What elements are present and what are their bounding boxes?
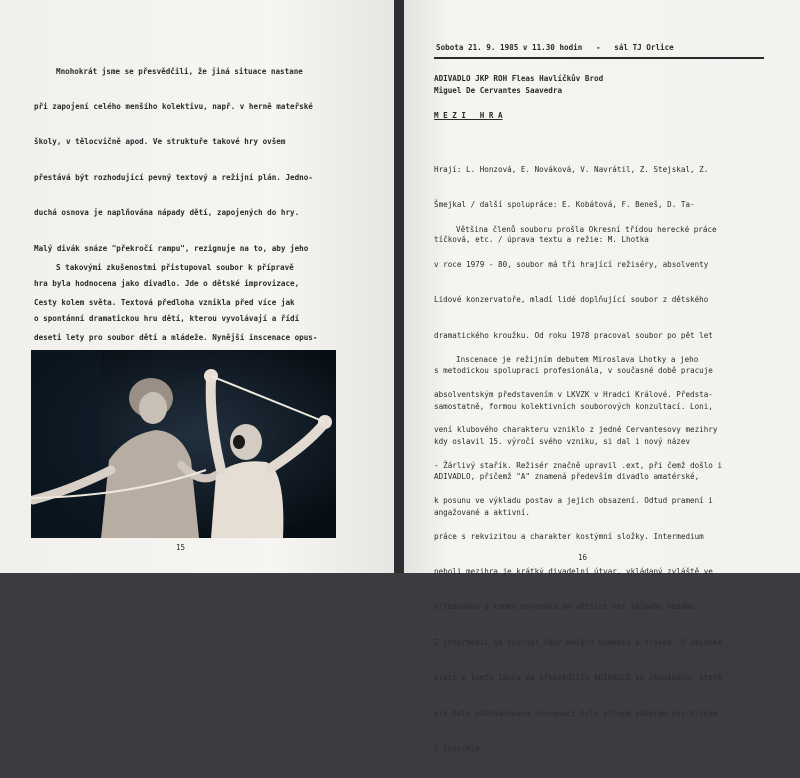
text-line: duchá osnova je naplňována nápady dětí, zapojených do hry. <box>34 208 300 218</box>
text-line: o spontánní dramatickou hru dětí, kterou vyvolávají a řídí <box>34 314 300 324</box>
text-line: Malý divák snáze "překročí rampu", rezignuje na to, aby jeho <box>34 243 309 253</box>
text-line: pro tuto půlhodinovou inscenaci byly silným záběrem psychickým <box>434 708 718 718</box>
text-line: práce s rekvizitou a charakter kostýmní složky. Intermedium <box>434 531 704 541</box>
author-name: Miguel De Cervantes Saavedra <box>434 86 563 95</box>
page-number-left: 15 <box>176 543 186 552</box>
text-line: Hrají: L. Honzová, E. Nováková, V. Navrátil, Z. Stejskal, Z. <box>434 164 709 174</box>
text-line: s metodickou spolupraci profesionála, v současné době pracuje <box>434 366 713 376</box>
text-line: samostatně, formou kolektivních souborových konzultací. Loni, <box>434 401 713 411</box>
text-line: Inscenace je režijním debutem Miroslava Lhotky a jeho <box>456 354 699 364</box>
performance-photo <box>31 350 336 538</box>
text-line: středověku a raném novověku do větších her vážného obsahu. <box>434 602 700 612</box>
text-line: ADIVADLO, přičemž "A" znamená především divadlo amatérské, <box>434 472 700 482</box>
header-rule <box>434 57 764 59</box>
text-line: Mnohokrát jsme se přesvědčili, že jiná situace nastane <box>56 66 303 76</box>
left-page <box>0 0 394 573</box>
text-line: práci v tomto žánru se přesvědčilo ADIVADLO ve zkouškách, které <box>434 673 723 683</box>
text-line: i fyzickým. <box>434 743 485 753</box>
text-line: školy, v tělocvičně apod. Ve struktuře takové hry ovšem <box>34 137 286 147</box>
text-line: S takovými zkušenostmi přistupoval soubor k přípravě <box>56 262 294 272</box>
text-line: vení klubového charakteru vzniklo z jedné Cervantesovy mezihry <box>434 425 718 435</box>
text-line: přestává být rozhodující pevný textový a režijní plán. Jedno- <box>34 172 313 182</box>
text-line: Lidové konzervatoře, mladí lidé doplňující soubor z dětského <box>434 295 709 305</box>
text-line: v roce 1979 - 80, soubor má tři hrající režiséry, absolventy <box>434 259 709 269</box>
text-line: tíčková, etc. / úprava textu a režie: M. Lhotka <box>434 235 649 245</box>
text-line: absolventským představením v LKVZK v Hradci Králové. Předsta- <box>434 389 713 399</box>
photo-illustration <box>31 350 336 538</box>
event-header: Sobota 21. 9. 1985 v 11.30 hodin - sál TJ Orlice <box>436 43 674 52</box>
text-line: - Žárlivý stařík. Režisér značně upravil .ext, při čemž došlo i <box>434 460 723 470</box>
text-line: k posunu ve výkladu postav a jejich obsazení. Odtud pramení i <box>434 496 713 506</box>
text-line: Cesty kolem světa. Textová předloha vznikla před více jak <box>34 297 295 307</box>
text-line: neboli mezihra je krátký divadelní útvar, vkládaný zvláště ve <box>434 566 713 576</box>
text-line: Z intermedií se vyvinul žánr malých komedií a frašek. O nelehké <box>434 637 723 647</box>
text-line: Šmejkal / další spolupráce: E. Kobátová, F. Beneš, D. Ta- <box>434 199 695 209</box>
text-line: kdy oslavil 15. výročí svého vzniku, si dal i nový název <box>434 436 691 446</box>
text-line: dramatického kroužku. Od roku 1978 pracoval soubor po pět let <box>434 330 713 340</box>
play-title: M E Z I H R A <box>434 111 503 120</box>
text-line: angažované a aktivní. <box>434 507 531 517</box>
text-line: Většina členů souboru prošla Okresní třídou herecké práce <box>456 224 717 234</box>
text-line: deseti lety pro soubor dětí a mládeže. Nynější inscenace opus- <box>34 333 318 343</box>
text-line: hra byla hodnocena jako divadlo. Jde o dětské improvizace, <box>34 278 300 288</box>
page-number-right: 16 <box>578 553 588 562</box>
text-line: při zapojení celého menšího kolektivu, např. v herně mateřské <box>34 101 313 111</box>
ensemble-name: ADIVADLO JKP ROH Fleas Havlíčkův Brod <box>434 74 604 83</box>
right-page <box>404 0 800 753</box>
binding-gutter <box>394 0 404 573</box>
